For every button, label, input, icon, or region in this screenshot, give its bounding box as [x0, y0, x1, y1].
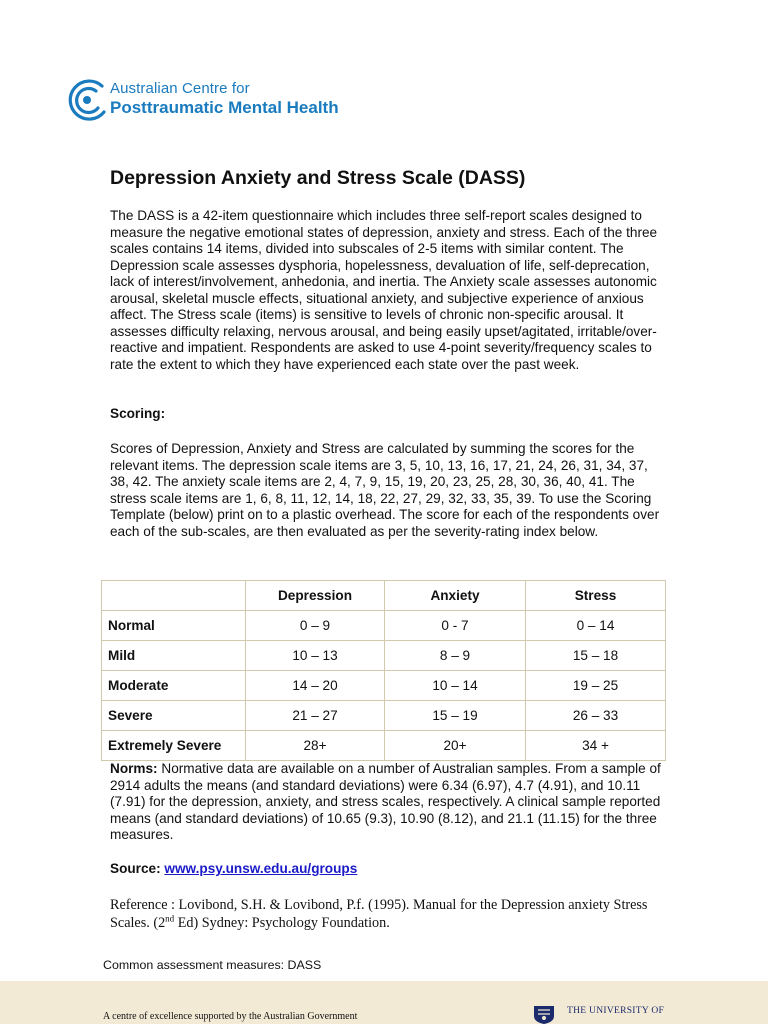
table-cell: 15 – 18 — [526, 641, 666, 671]
table-cell: 19 – 25 — [526, 671, 666, 701]
row-label: Moderate — [102, 671, 246, 701]
table-cell: 10 – 13 — [246, 641, 385, 671]
table-cell: 10 – 14 — [385, 671, 526, 701]
row-label: Extremely Severe — [102, 731, 246, 761]
source-link[interactable]: www.psy.unsw.edu.au/groups — [164, 861, 358, 876]
source-label: Source: — [110, 861, 161, 876]
norms-label: Norms: — [110, 761, 158, 776]
table-cell: 20+ — [385, 731, 526, 761]
table-header-blank — [102, 581, 246, 611]
source-line — [110, 861, 357, 876]
table-cell: 0 - 7 — [385, 611, 526, 641]
reference-superscript: nd — [165, 913, 175, 924]
reference-paragraph — [110, 896, 670, 932]
footer-support-text: A centre of excellence supported by the Australian Government — [103, 1011, 358, 1022]
table-cell: 8 – 9 — [385, 641, 526, 671]
table-cell: 0 – 9 — [246, 611, 385, 641]
norms-paragraph — [110, 761, 666, 844]
logo-rings-icon — [66, 78, 112, 122]
table-header-stress: Stress — [526, 581, 666, 611]
intro-paragraph: The DASS is a 42-item questionnaire which includes three self-report scales designed to measure the negative emotional states of depression, anxiety and stress. Each of the three scales contains 14 items, divided into subscales of 2-5 items with similar content. The Depression scale assesses dysphoria, hopelessness, devaluation of life, self-deprecation, lack of interest/involvement, anhedonia, and inertia. The Anxiety scale assesses autonomic arousal, skeletal muscle effects, situational anxiety, and subjective experience of anxious affect. The Stress scale (items) is sensitive to levels of chronic non-specific arousal. It assesses difficulty relaxing, nervous arousal, and being easily upset/agitated, irritable/over-reactive and impatient. Respondents are asked to use 4-point severity/frequency scales to rate the extent to which they have experienced each state over the past week. — [110, 208, 658, 372]
table-cell: 34 + — [526, 731, 666, 761]
table-header-anxiety: Anxiety — [385, 581, 526, 611]
table-row — [102, 701, 666, 731]
scoring-heading: Scoring: — [110, 406, 166, 421]
table-header-row — [102, 581, 666, 611]
university-crest-icon — [530, 1004, 558, 1024]
row-label: Normal — [102, 611, 246, 641]
table-cell: 26 – 33 — [526, 701, 666, 731]
table-cell: 15 – 19 — [385, 701, 526, 731]
acpmh-logo — [66, 78, 366, 122]
scoring-paragraph: Scores of Depression, Anxiety and Stress are calculated by summing the scores for the relevant items. The depression scale items are 3, 5, 10, 13, 16, 17, 21, 24, 26, 31, 34, 37, 38, 42. The anxiety scale items are 2, 4, 7, 9, 15, 19, 20, 23, 25, 28, 30, 36, 40, 41. The stress scale items are 1, 6, 8, 11, 12, 14, 18, 22, 27, 29, 32, 33, 35, 39. To use the Scoring Template (below) print on to a plastic overhead. The score for each of the respondents over each of the sub-scales, are then evaluated as per the severity-rating index below. — [110, 441, 660, 539]
page-title: Depression Anxiety and Stress Scale (DASS) — [110, 167, 526, 189]
table-cell: 21 – 27 — [246, 701, 385, 731]
reference-text-part1: Reference : Lovibond, S.H. & Lovibond, P.f. (1995). Manual for the Depression anxiety Stress Scales. (2 — [110, 897, 648, 931]
table-header-depression: Depression — [246, 581, 385, 611]
table-row — [102, 731, 666, 761]
severity-table — [101, 580, 666, 761]
norms-text: Normative data are available on a number of Australian samples. From a sample of 2914 adults the means (and standard deviations) were 6.34 (6.97), 4.7 (4.91), and 10.11 (7.91) for the depression, anxiety, and stress scales, respectively. A clinical sample reported means (and standard deviations) of 10.65 (9.3), 10.90 (8.12), and 21.1 (11.15) for the three measures. — [110, 761, 661, 842]
table-cell: 28+ — [246, 731, 385, 761]
row-label: Severe — [102, 701, 246, 731]
table-row — [102, 611, 666, 641]
table-row — [102, 671, 666, 701]
table-cell: 14 – 20 — [246, 671, 385, 701]
university-name-text: THE UNIVERSITY OF — [567, 1006, 665, 1016]
reference-text-part2: Ed) Sydney: Psychology Foundation. — [174, 915, 390, 931]
logo-text-line2: Posttraumatic Mental Health — [110, 98, 339, 117]
footer-caption: Common assessment measures: DASS — [103, 958, 322, 972]
table-row — [102, 641, 666, 671]
logo-text-line1: Australian Centre for — [110, 80, 250, 97]
table-cell: 0 – 14 — [526, 611, 666, 641]
row-label: Mild — [102, 641, 246, 671]
